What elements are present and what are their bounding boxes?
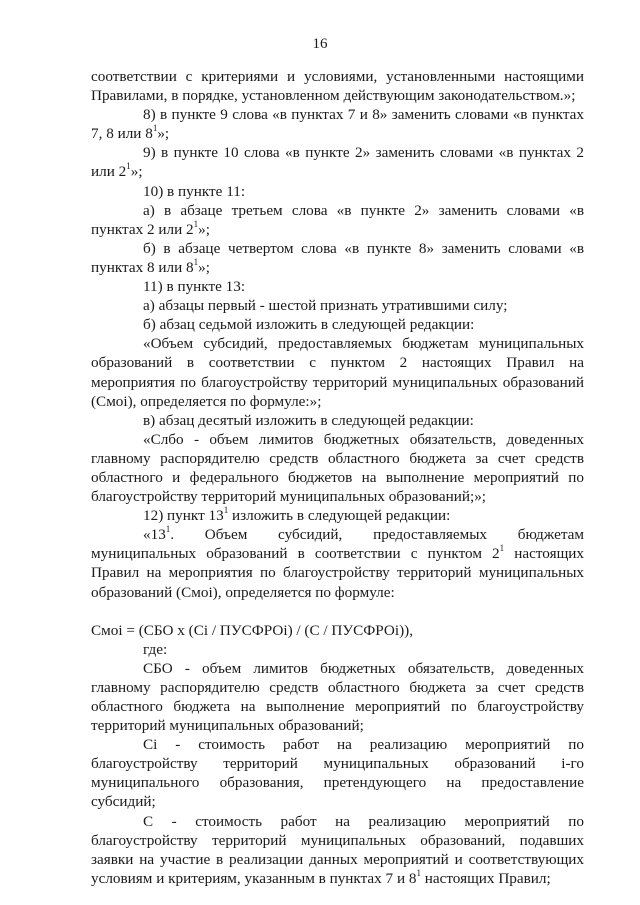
paragraph: С - стоимость работ на реализацию мероприятий по благоустройству территорий муниципальных образований, подавших заявки на участие в реализации данных мероприятий и соответствующих условиям и критериям, указанным в пунктах 7 и $8^1$ настоящих Правил; [91, 812, 584, 887]
paragraph: Смоі = (СБО х (Сі / ПУСФРОі) / (С / ПУСФРОі)), [91, 621, 414, 639]
paragraph: 10) в пункте 11: [143, 182, 246, 200]
paragraph: б) абзац седьмой изложить в следующей редакции: [143, 316, 475, 334]
paragraph: «$13^1$. Объем субсидий, предоставляемых бюджетам муниципальных образований в соответствии с пунктом $2^1$ настоящих Правил на мероприятия по благоустройству территорий муниципальных образований (Смоі), определяется по формуле: [91, 524, 584, 601]
paragraph: а) в абзаце третьем слова «в пункте 2» заменить словами «в пунктах 2 или $2^1$»; [91, 201, 584, 238]
paragraph: «Слбо - объем лимитов бюджетных обязательств, доведенных главному распорядителю средств областного бюджета за счет средств областного и федерального бюджетов на выполнение мероприятий по благоустройству территорий муниципальных образований;»; [91, 430, 584, 506]
paragraph: соответствии с критериями и условиями, установленными настоящими Правилами, в порядке, установленном действующим законодательством.»; [91, 68, 584, 105]
paragraph: 11) в пункте 13: [143, 278, 246, 296]
paragraph: б) в абзаце четвертом слова «в пункте 8» заменить словами «в пунктах 8 или $8^1$»; [91, 239, 584, 276]
paragraph: «Объем субсидий, предоставляемых бюджетам муниципальных образований в соответствии с пунктом 2 настоящих Правил на мероприятия по благоустройству территорий муниципальных образований (Смоі), определяется по формуле:»; [91, 335, 584, 410]
paragraph: СБО - объем лимитов бюджетных обязательств, доведенных главному распорядителю средств областного бюджета за счет средств областного бюджета на выполнение мероприятий по благоустройству территорий муниципальных образований; [91, 659, 584, 735]
page-number: 16 [312, 36, 328, 52]
paragraph: где: [143, 640, 168, 658]
paragraph: 8) в пункте 9 слова «в пунктах 7 и 8» заменить словами «в пунктах 7, 8 или $8^1$»; [91, 106, 584, 143]
paragraph: 9) в пункте 10 слова «в пункте 2» заменить словами «в пунктах 2 или $2^1$»; [91, 144, 584, 181]
document-body [91, 67, 584, 888]
paragraph: в) абзац десятый изложить в следующей редакции: [143, 411, 474, 429]
paragraph-spacer [91, 602, 584, 621]
paragraph: 12) пункт $13^1$ изложить в следующей редакции: [143, 505, 451, 525]
paragraph: Сі - стоимость работ на реализацию мероприятий по благоустройству территорий муниципальных образований і-го муниципального образования, претендующего на предоставление субсидий; [91, 736, 584, 811]
paragraph: а) абзацы первый - шестой признать утратившими силу; [143, 297, 508, 315]
